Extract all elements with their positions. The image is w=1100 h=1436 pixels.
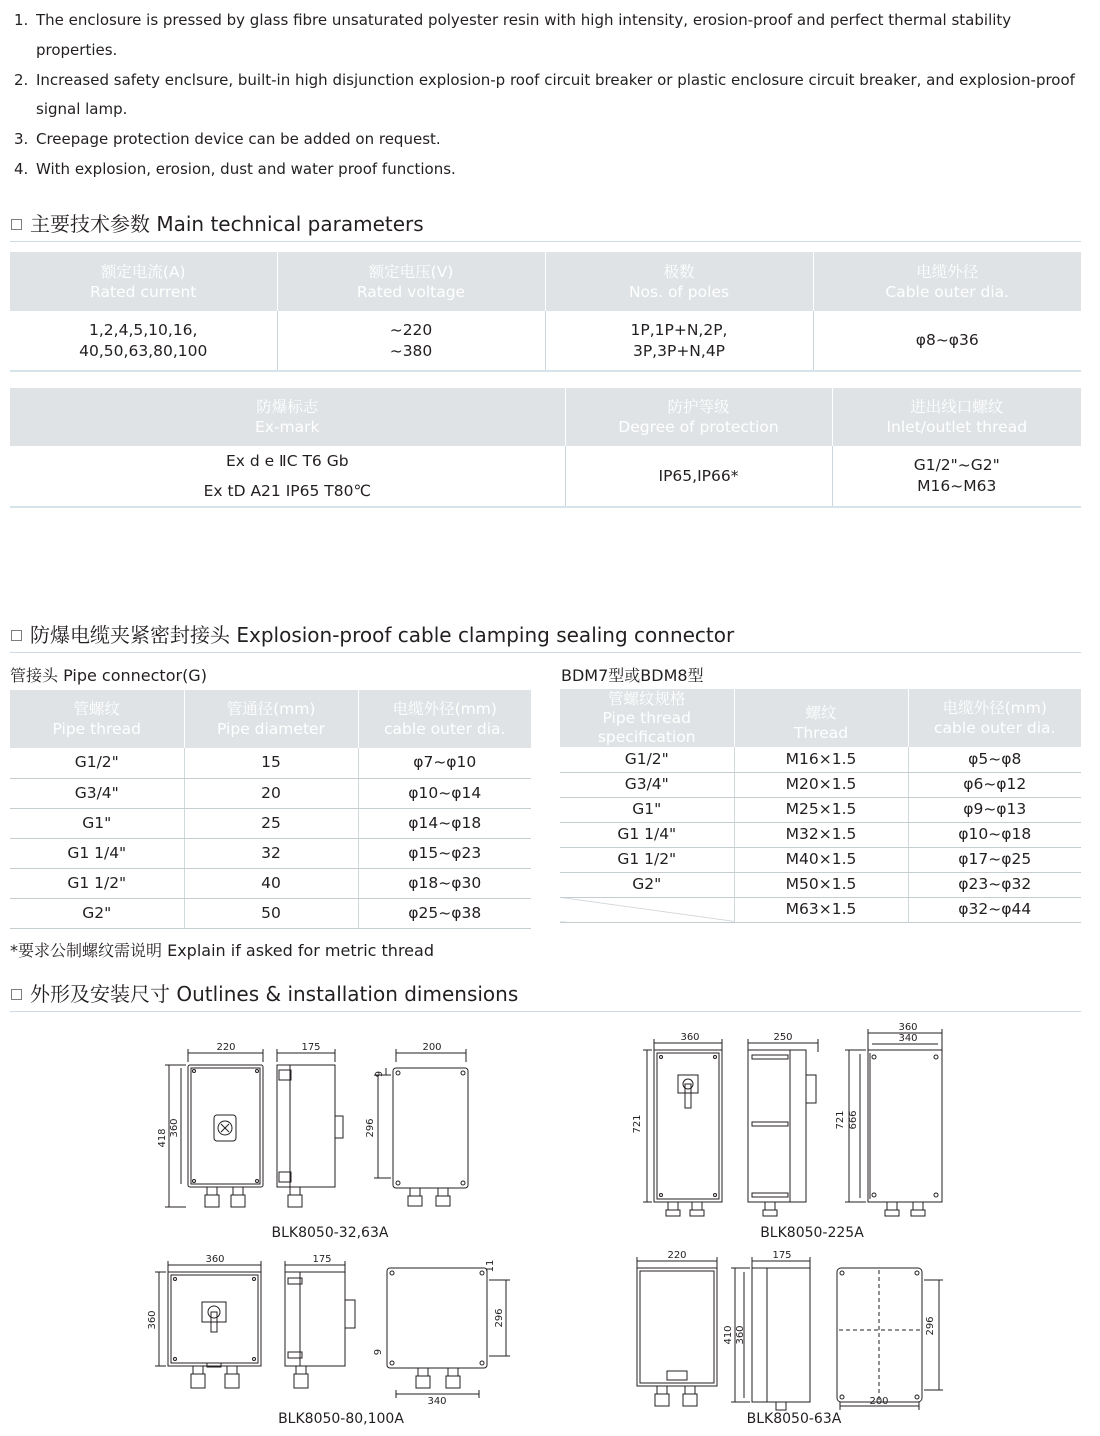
drawing-blk8050-225a — [643, 1029, 942, 1216]
feature-text: Creepage protection device can be added on request. — [36, 130, 441, 149]
header-pipe-diameter: 管通径(mm) Pipe diameter — [184, 690, 358, 748]
header-pipe-thread: 管螺纹 Pipe thread — [10, 690, 184, 748]
dim-label: 666 — [848, 1110, 859, 1130]
table-cell: G1 1/2" — [10, 868, 184, 898]
dim-label: 360 — [898, 1022, 918, 1033]
dim-label: 360 — [735, 1325, 746, 1345]
table-cell: IP65,IP66* — [565, 446, 832, 507]
feature-text: With explosion, erosion, dust and water proof functions. — [36, 159, 456, 178]
dim-label: 360 — [147, 1310, 158, 1330]
table-cell: 40 — [184, 868, 358, 898]
dim-label: 200 — [422, 1042, 442, 1053]
table-cell: φ10~φ18 — [908, 822, 1081, 847]
drawing-caption: BLK8050-63A — [746, 1411, 842, 1427]
feature-number: 4. — [14, 159, 29, 178]
dim-label: 175 — [312, 1254, 332, 1265]
header-ex-mark: 防爆标志 Ex-mark — [10, 388, 565, 446]
table-cell: M16×1.5 — [734, 747, 908, 772]
dim-label: 410 — [723, 1325, 734, 1345]
dim-label: 721 — [835, 1110, 846, 1130]
table-cell: 32 — [184, 838, 358, 868]
dim-label: 296 — [365, 1118, 376, 1138]
dim-label: 296 — [925, 1316, 936, 1336]
dim-label: 200 — [869, 1396, 889, 1407]
metric-thread-note: *要求公制螺纹需说明 Explain if asked for metric thread — [10, 941, 434, 960]
header-rated-voltage: 额定电压(V) Rated voltage — [277, 252, 545, 311]
header-pipe-thread-spec: 管螺纹规格 Pipe thread specification — [560, 689, 734, 747]
table-cell: M25×1.5 — [734, 797, 908, 822]
table-cell: φ6~φ12 — [908, 772, 1081, 797]
table-cell: G2" — [10, 898, 184, 928]
drawing-blk8050-32-63a — [165, 1049, 468, 1207]
pipe-connector-title: 管接头 Pipe connector(G) — [10, 666, 207, 685]
dim-label: 296 — [494, 1308, 505, 1328]
header-cable-outer-dia: 电缆外径(mm) cable outer dia. — [908, 689, 1081, 747]
table-cell: 1,2,4,5,10,16, 40,50,63,80,100 — [10, 311, 277, 371]
table-cell: ~220 ~380 — [277, 311, 545, 371]
drawing-caption: BLK8050-80,100A — [278, 1411, 404, 1427]
feature-number: 1. — [14, 11, 29, 29]
dim-label: 360 — [680, 1032, 700, 1043]
dim-label: 11 — [485, 1259, 496, 1273]
table-cell: 25 — [184, 808, 358, 838]
bdm-connector-title: BDM7型或BDM8型 — [561, 666, 704, 685]
table-cell: M20×1.5 — [734, 772, 908, 797]
table-cell: φ7~φ10 — [358, 748, 531, 778]
dimension-labels — [147, 1022, 936, 1407]
dim-label: 360 — [205, 1254, 225, 1265]
dim-label: 175 — [301, 1042, 321, 1053]
table-cell: M50×1.5 — [734, 872, 908, 897]
header-cable-outer-dia: 电缆外径(mm) cable outer dia. — [358, 690, 531, 748]
drawing-blk8050-80-100a — [155, 1261, 510, 1398]
dim-label: 721 — [632, 1114, 643, 1134]
header-inlet-outlet-thread: 进出线口螺纹 Inlet/outlet thread — [832, 388, 1081, 446]
table-cell: G1 1/2" — [560, 847, 734, 872]
table-cell: G1/2" — [10, 748, 184, 778]
header-poles: 极数 Nos. of poles — [545, 252, 813, 311]
table-cell: 50 — [184, 898, 358, 928]
dim-label: 418 — [157, 1128, 168, 1148]
dim-label: 340 — [427, 1396, 447, 1407]
drawing-blk8050-63a — [637, 1257, 943, 1410]
table-cell: φ8~φ36 — [813, 311, 1081, 371]
dim-label: 175 — [772, 1250, 792, 1261]
table-cell: φ14~φ18 — [358, 808, 531, 838]
section-title: 防爆电缆夹紧密封接头 Explosion-proof cable clamping sealing connector — [30, 623, 735, 647]
feature-text: The enclosure is pressed by glass fibre unsaturated polyester resin with high intensity, erosion-proof and perfect thermal stability properties. — [36, 11, 1012, 59]
dim-label: 250 — [773, 1032, 793, 1043]
table-cell: φ9~φ13 — [908, 797, 1081, 822]
dim-label: 220 — [216, 1042, 236, 1053]
dim-label: 360 — [169, 1118, 180, 1138]
drawing-caption: BLK8050-225A — [760, 1225, 864, 1241]
section-title: 外形及安装尺寸 Outlines & installation dimensions — [30, 982, 519, 1006]
table-cell: G3/4" — [10, 778, 184, 808]
table-cell: G1" — [560, 797, 734, 822]
table-cell: φ23~φ32 — [908, 872, 1081, 897]
table-cell: G1/2"~G2" M16~M63 — [832, 446, 1081, 507]
dim-label: 340 — [898, 1033, 918, 1044]
drawing-caption: BLK8050-32,63A — [271, 1225, 389, 1241]
table-cell: φ10~φ14 — [358, 778, 531, 808]
table-cell: φ5~φ8 — [908, 747, 1081, 772]
header-cable-outer-dia: 电缆外径 Cable outer dia. — [813, 252, 1081, 311]
table-cell: M40×1.5 — [734, 847, 908, 872]
header-degree-of-protection: 防护等级 Degree of protection — [565, 388, 832, 446]
table-cell: G1/2" — [560, 747, 734, 772]
table-cell: G3/4" — [560, 772, 734, 797]
table-cell: G1" — [10, 808, 184, 838]
dim-label: 9 — [373, 1348, 384, 1356]
table-cell: φ15~φ23 — [358, 838, 531, 868]
feature-number: 2. — [14, 70, 29, 89]
table-cell: G2" — [560, 872, 734, 897]
table-cell: 20 — [184, 778, 358, 808]
header-thread: 螺纹 Thread — [734, 689, 908, 747]
section-title: 主要技术参数 Main technical parameters — [30, 212, 424, 236]
table-cell: φ32~φ44 — [908, 897, 1081, 922]
table-cell: φ18~φ30 — [358, 868, 531, 898]
dim-label: 9 — [374, 1070, 385, 1078]
table-cell: Ex d e ⅡC T6 Gb Ex tD A21 IP65 T80℃ — [10, 446, 565, 507]
header-rated-current: 额定电流(A) Rated current — [10, 252, 277, 311]
dim-label: 220 — [667, 1250, 687, 1261]
table-cell: φ17~φ25 — [908, 847, 1081, 872]
feature-text: Increased safety enclsure, built-in high disjunction explosion-p roof circuit breaker or plastic enclosure circuit breaker, and explosion-proof signal lamp. — [36, 70, 1075, 119]
table-cell: M63×1.5 — [734, 897, 908, 922]
table-cell: G1 1/4" — [560, 822, 734, 847]
table-cell: 15 — [184, 748, 358, 778]
table-cell: φ25~φ38 — [358, 898, 531, 928]
table-cell: 1P,1P+N,2P, 3P,3P+N,4P — [545, 311, 813, 371]
feature-number: 3. — [14, 130, 29, 149]
table-cell: G1 1/4" — [10, 838, 184, 868]
table-cell: M32×1.5 — [734, 822, 908, 847]
